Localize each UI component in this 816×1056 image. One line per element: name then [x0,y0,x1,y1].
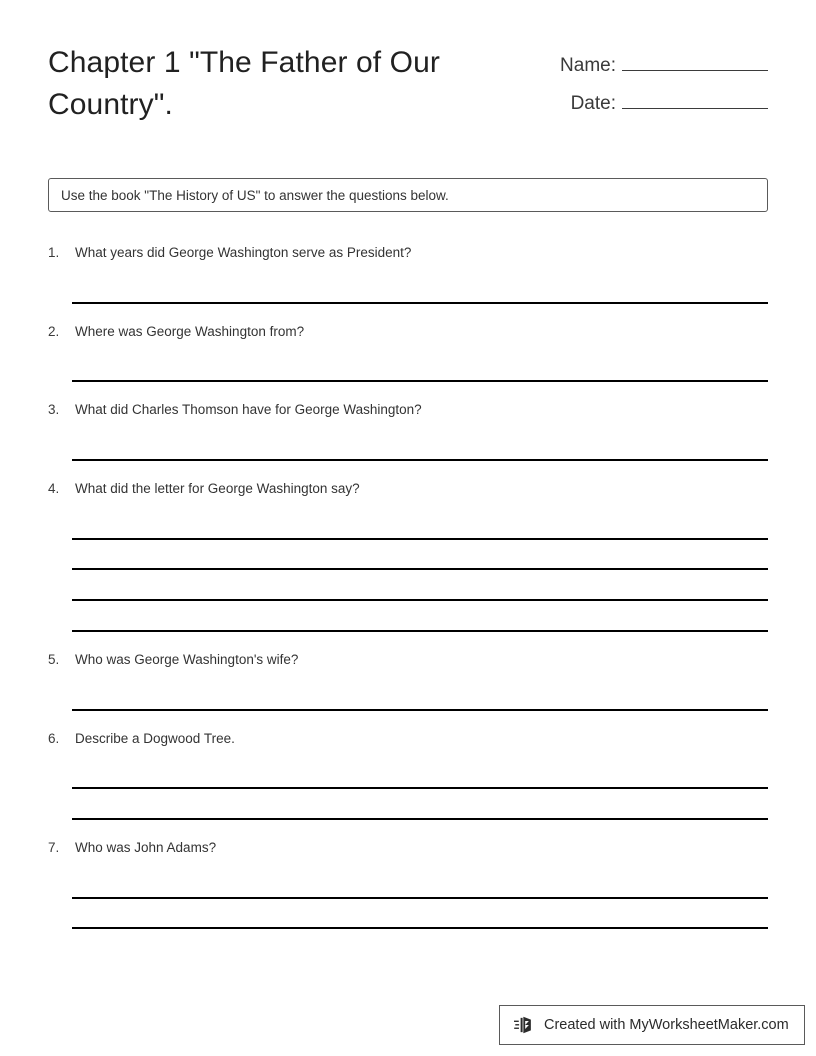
question-spacer [48,304,768,322]
question-item [48,400,768,461]
date-field-row [546,88,768,126]
answer-lines [48,262,768,304]
question-text: What did Charles Thomson have for George Washington? [75,402,422,418]
page-title: Chapter 1 "The Father of Our Country". [48,46,440,121]
question-head [48,479,768,498]
question-spacer [48,382,768,400]
question-head [48,322,768,341]
question-item [48,729,768,820]
question-head [48,650,768,669]
worksheet-header [48,38,768,126]
answer-line[interactable] [72,899,768,930]
questions-list [48,243,768,929]
question-spacer [48,461,768,479]
answer-lines [48,341,768,383]
question-item [48,650,768,711]
date-input-line[interactable] [622,88,768,109]
question-item [48,479,768,632]
answer-line[interactable] [72,680,768,711]
answer-lines [48,498,768,632]
question-spacer [48,820,768,838]
question-text: What years did George Washington serve as President? [75,245,412,260]
question-number: 6. [48,730,60,746]
answer-line[interactable] [72,868,768,899]
answer-line[interactable] [72,601,768,632]
answer-lines [48,669,768,711]
instruction-box [48,178,768,212]
question-text: Describe a Dogwood Tree. [75,730,235,746]
answer-line[interactable] [72,570,768,601]
question-text: Where was George Washington from? [75,323,305,339]
question-number: 7. [48,839,60,855]
answer-line[interactable] [72,540,768,571]
question-number: 4. [48,481,60,497]
answer-lines [48,857,768,929]
question-spacer [48,632,768,650]
answer-line[interactable] [72,273,768,304]
answer-line[interactable] [72,759,768,790]
question-item [48,322,768,383]
question-number: 1. [48,245,60,260]
answer-line[interactable] [72,789,768,820]
worksheet-maker-logo-icon [514,1014,536,1036]
question-item [48,243,768,304]
question-head [48,400,768,419]
answer-lines [48,748,768,820]
question-number: 3. [48,402,60,418]
question-number: 5. [48,651,60,667]
date-label: Date: [570,93,616,114]
question-spacer [48,711,768,729]
footer-text: Created with MyWorksheetMaker.com [544,1017,789,1033]
question-head [48,838,768,857]
name-label: Name: [560,55,616,76]
name-field-row [546,50,768,88]
answer-line[interactable] [72,509,768,540]
question-text: What did the letter for George Washington say? [75,481,360,497]
question-number: 2. [48,323,60,339]
answer-line[interactable] [72,430,768,461]
question-text: Who was George Washington's wife? [75,651,299,667]
question-head [48,729,768,748]
footer-badge[interactable] [499,1005,805,1045]
question-text: Who was John Adams? [75,839,217,855]
instruction-text: Use the book "The History of US" to answer the questions below. [61,187,449,203]
name-input-line[interactable] [622,50,768,71]
student-info-block [546,38,768,126]
question-item [48,838,768,929]
answer-line[interactable] [72,352,768,383]
answer-lines [48,419,768,461]
question-head [48,243,768,262]
